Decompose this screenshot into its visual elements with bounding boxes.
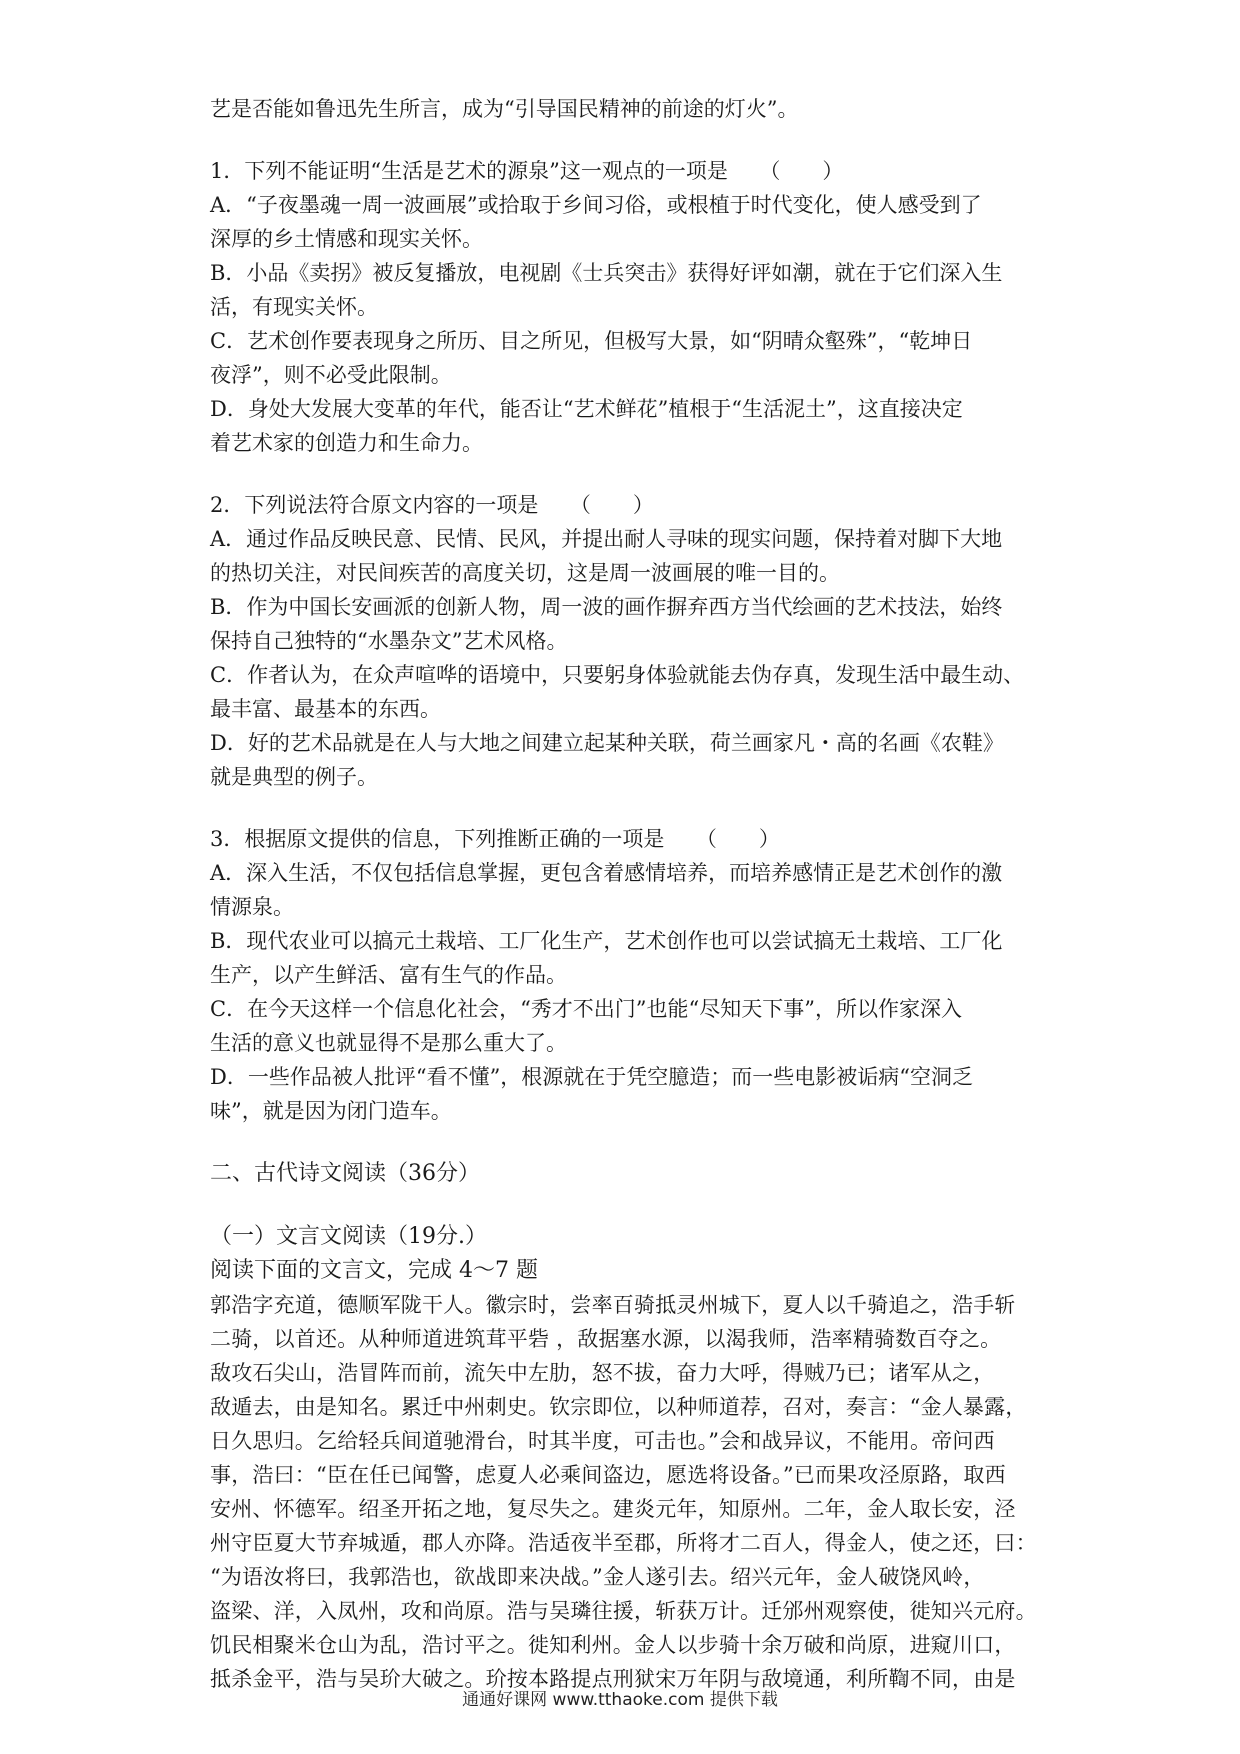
- option-d-line-2: 着艺术家的创造力和生命力。: [210, 431, 483, 455]
- option-c-line-1: C．艺术创作要表现身之所历、目之所见，但极写大景，如“阴晴众壑殊”，“乾坤日: [210, 329, 973, 353]
- question-3: [210, 822, 1045, 1128]
- option-b-line-2: 生产，以产生鲜活、富有生气的作品。: [210, 963, 567, 987]
- passage-line: 州守臣夏大节弃城遁，郡人亦降。浩适夜半至郡，所将才二百人，得金人，使之还，曰：: [210, 1531, 1037, 1555]
- question-stem: 1．下列不能证明“生活是艺术的源泉”这一观点的一项是 （ ）: [210, 159, 844, 183]
- option-a-line-2: 深厚的乡土情感和现实关怀。: [210, 227, 483, 251]
- passage-line: 郭浩字充道，德顺军陇干人。徽宗时，尝率百骑抵灵州城下，夏人以千骑追之，浩手斩: [210, 1293, 1016, 1317]
- passage-line: 事，浩曰：“臣在任已闻警，虑夏人必乘间盗边，愿选将设备。”已而果攻泾原路，取西: [210, 1463, 1006, 1487]
- option-a-line-1: A．通过作品反映民意、民情、民风，并提出耐人寻味的现实问题，保持着对脚下大地: [210, 527, 1003, 551]
- option-c-line-2: 生活的意义也就显得不是那么重大了。: [210, 1031, 567, 1055]
- option-b-line-2: 活，有现实关怀。: [210, 295, 378, 319]
- passage-line: 敌遁去，由是知名。累迁中州刺史。钦宗即位，以种师道荐，召对，奏言：“金人暴露，: [210, 1395, 1027, 1419]
- section-heading: 二、古代诗文阅读（36分）: [210, 1161, 480, 1186]
- option-c-line-2: 夜浮”，则不必受此限制。: [210, 363, 452, 387]
- option-d-line-2: 就是典型的例子。: [210, 765, 378, 789]
- option-d-line-1: D．身处大发展大变革的年代，能否让“艺术鲜花”植根于“生活泥土”，这直接决定: [210, 397, 963, 421]
- question-2: [210, 488, 1045, 794]
- passage-line: 二骑，以首还。从种师道进筑茸平砦 ，敌据塞水源，以渴我师，浩率精骑数百夺之。: [210, 1327, 1002, 1351]
- question-stem: 2．下列说法符合原文内容的一项是 （ ）: [210, 493, 654, 517]
- classical-passage: [210, 1288, 1045, 1696]
- passage-line: 抵杀金平，浩与吴玠大破之。玠按本路提点刑狱宋万年阴与敌境通，利所鞫不同，由是: [210, 1667, 1016, 1691]
- option-c-line-1: C．在今天这样一个信息化社会，“秀才不出门”也能“尽知天下事”，所以作家深入: [210, 997, 963, 1021]
- option-d-line-1: D．一些作品被人批评“看不懂”，根源就在于凭空臆造；而一些电影被诟病“空洞乏: [210, 1065, 974, 1089]
- option-c-line-2: 最丰富、最基本的东西。: [210, 697, 441, 721]
- option-d-line-2: 味”，就是因为闭门造车。: [210, 1099, 452, 1123]
- option-c-line-1: C．作者认为，在众声喧哗的语境中，只要躬身体验就能去伪存真，发现生活中最生动、: [210, 663, 1025, 687]
- instruction: 阅读下面的文言文，完成 4～7 题: [210, 1258, 538, 1283]
- passage-line: 敌攻石尖山，浩冒阵而前，流矢中左肋，怒不拔，奋力大呼，得贼乃已；诸军从之，: [210, 1361, 995, 1385]
- question-1: [210, 154, 1045, 460]
- option-b-line-1: B．作为中国长安画派的创新人物，周一波的画作摒弃西方当代绘画的艺术技法，始终: [210, 595, 1003, 619]
- option-d-line-1: D．好的艺术品就是在人与大地之间建立起某种关联，荷兰画家凡・高的名画《农鞋》: [210, 731, 1004, 755]
- option-a-line-2: 情源泉。: [210, 895, 294, 919]
- subsection-heading: （一）文言文阅读（19分.）: [210, 1224, 487, 1249]
- page-footer: 通通好课网 www.tthaoke.com 提供下载: [462, 1690, 778, 1710]
- option-b-line-2: 保持自己独特的“水墨杂文”艺术风格。: [210, 629, 568, 653]
- option-b-line-1: B．小品《卖拐》被反复播放，电视剧《士兵突击》获得好评如潮，就在于它们深入生: [210, 261, 1003, 285]
- passage-line: 安州、怀德军。绍圣开拓之地，复尽失之。建炎元年，知原州。二年，金人取长安，泾: [210, 1497, 1016, 1521]
- option-a-line-2: 的热切关注，对民间疾苦的高度关切，这是周一波画展的唯一目的。: [210, 561, 840, 585]
- option-a-line-1: A．深入生活，不仅包括信息掌握，更包含着感情培养，而培养感情正是艺术创作的激: [210, 861, 1003, 885]
- passage-line: 饥民相聚米仓山为乱，浩讨平之。徙知利州。金人以步骑十余万破和尚原，进窥川口，: [210, 1633, 1016, 1657]
- option-a-line-1: A．“子夜墨魂一周一波画展”或拾取于乡间习俗，或根植于时代变化，使人感受到了: [210, 193, 982, 217]
- passage-line: “为语汝将曰，我郭浩也，欲战即来决战。”金人遂引去。绍兴元年，金人破饶风岭，: [210, 1565, 985, 1589]
- intro-line: 艺是否能如鲁迅先生所言，成为“引导国民精神的前途的灯火”。: [210, 97, 799, 121]
- document-page: [210, 92, 1045, 1696]
- option-b-line-1: B．现代农业可以搞元土栽培、工厂化生产，艺术创作也可以尝试搞无土栽培、工厂化: [210, 929, 1003, 953]
- passage-line: 日久思归。乞给轻兵间道驰滑台，时其半度，可击也。”会和战异议，不能用。帝问西: [210, 1429, 995, 1453]
- passage-line: 盗梁、洋，入凤州，攻和尚原。浩与吴璘往援，斩获万计。迁邠州观察使，徙知兴元府。: [210, 1599, 1037, 1623]
- question-stem: 3．根据原文提供的信息，下列推断正确的一项是 （ ）: [210, 827, 780, 851]
